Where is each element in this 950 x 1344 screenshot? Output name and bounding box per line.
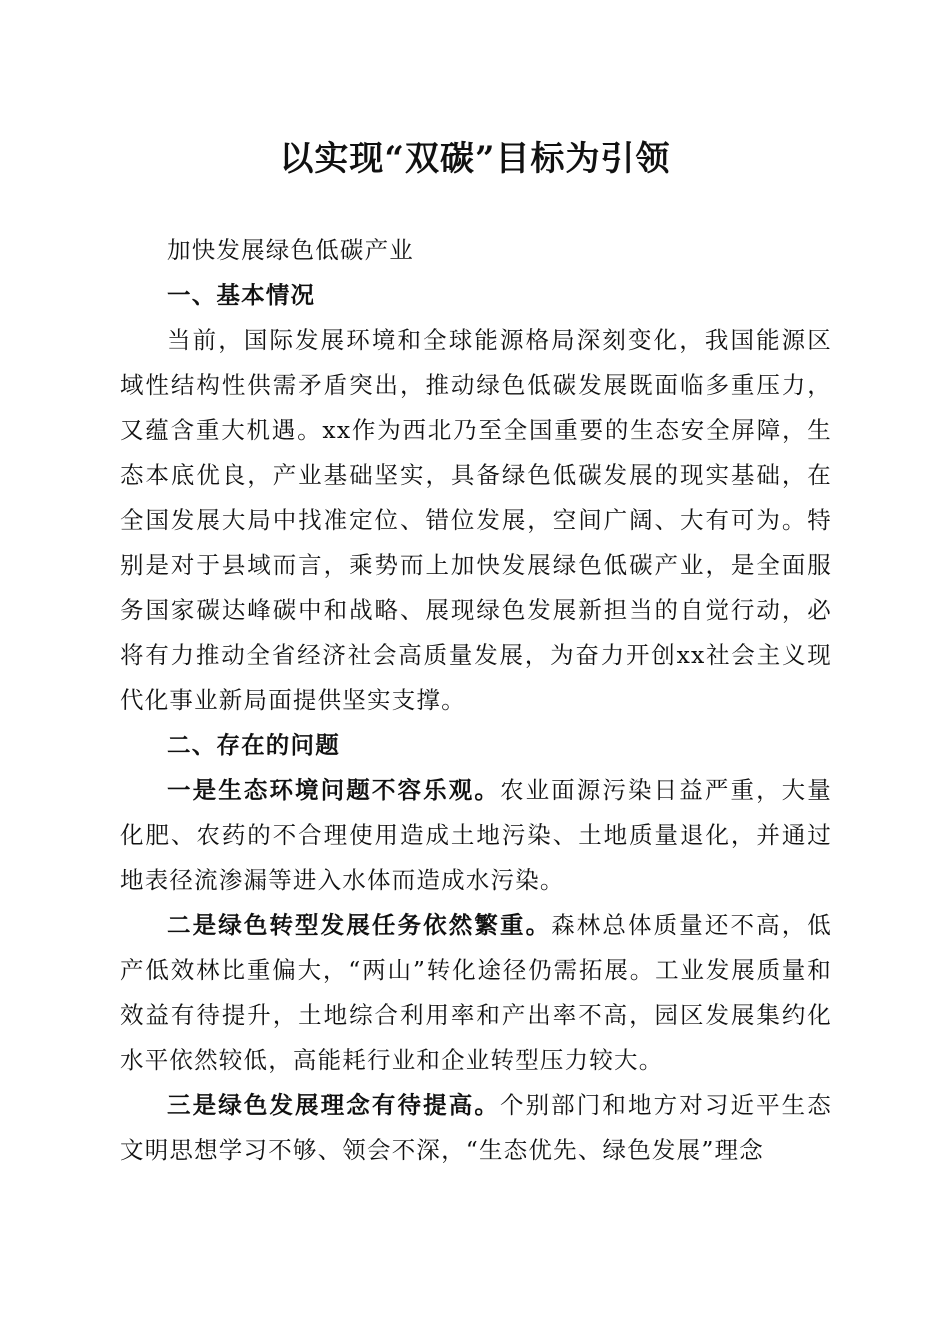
problem-lead-1: 一是生态环境问题不容乐观。 [167, 776, 500, 804]
problem-paragraph-2 [120, 903, 832, 1083]
section-heading-basic-situation: 一、基本情况 [167, 281, 316, 309]
section-heading-problems: 二、存在的问题 [167, 731, 340, 759]
problem-text-3: 个别部门和地方对习近平生态文明思想学习不够、领会不深，“生态优先、绿色发展”理念 [120, 1091, 832, 1164]
problem-lead-2: 二是绿色转型发展任务依然繁重。 [167, 911, 552, 939]
problem-paragraph-1 [120, 768, 832, 903]
problem-lead-3: 三是绿色发展理念有待提高。 [167, 1091, 500, 1119]
problem-text-1: 农业面源污染日益严重，大量化肥、农药的不合理使用造成土地污染、土地质量退化，并通过地表径流渗漏等进入水体而造成水污染。 [120, 776, 832, 894]
document-subtitle: 加快发展绿色低碳产业 [167, 236, 414, 264]
document-body [120, 228, 832, 1173]
paragraph-basic-situation: 当前，国际发展环境和全球能源格局深刻变化，我国能源区域性结构性供需矛盾突出，推动绿色低碳发展既面临多重压力，又蕴含重大机遇。xx作为西北乃至全国重要的生态安全屏障，生态本底优良，产业基础坚实，具备绿色低碳发展的现实基础，在全国发展大局中找准定位、错位发展，空间广阔、大有可为。特别是对于县域而言，乘势而上加快发展绿色低碳产业，是全面服务国家碳达峰碳中和战略、展现绿色发展新担当的自觉行动，必将有力推动全省经济社会高质量发展，为奋力开创xx社会主义现代化事业新局面提供坚实支撑。 [120, 326, 832, 714]
problem-paragraph-3 [120, 1083, 832, 1173]
problem-text-2: 森林总体质量还不高，低产低效林比重偏大，“两山”转化途径仍需拓展。工业发展质量和效益有待提升，土地综合利用率和产出率不高，园区发展集约化水平依然较低，高能耗行业和企业转型压力较大。 [120, 911, 833, 1074]
document-title: 以实现“双碳”目标为引领 [279, 139, 671, 179]
